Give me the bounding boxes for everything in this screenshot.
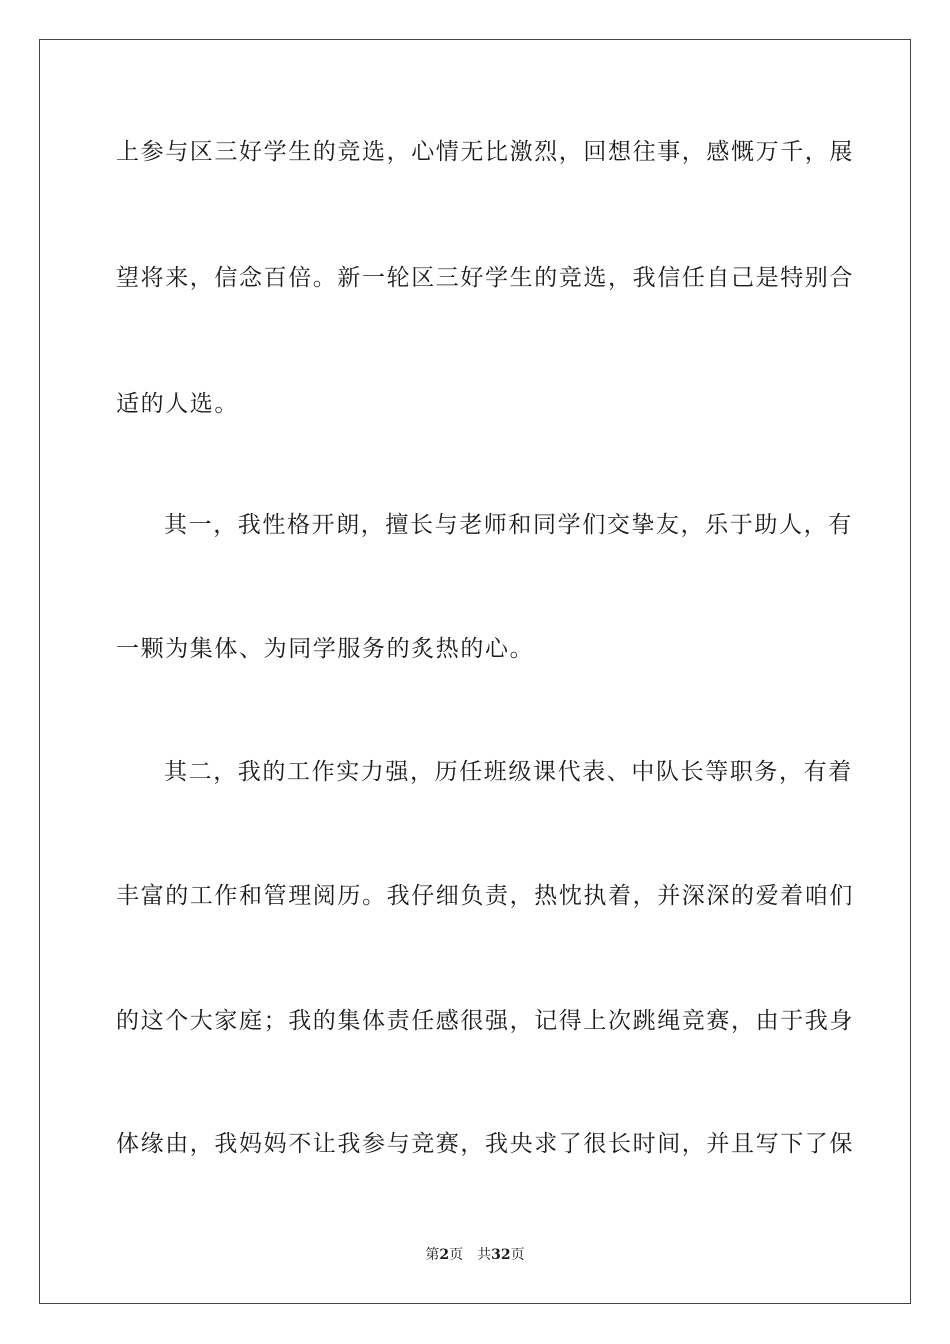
text-line-1: 上参与区三好学生的竞选，心情无比激烈，回想往事，感慨万千，展 xyxy=(116,139,854,165)
text-line-7: 丰富的工作和管理阅历。我仔细负责，热忱执着，并深深的爱着咱们 xyxy=(116,883,854,909)
text-line-4: 其一，我性格开朗，擅长与老师和同学们交挚友，乐于助人，有 xyxy=(164,512,853,538)
text-line-5: 一颗为集体、为同学服务的炙热的心。 xyxy=(116,636,535,662)
text-line-2: 望将来，信念百倍。新一轮区三好学生的竞选，我信任自己是特别合 xyxy=(116,265,854,291)
footer-total-suffix: 页 xyxy=(510,1247,525,1263)
text-line-6: 其二，我的工作实力强，历任班级课代表、中队长等职务，有着 xyxy=(164,759,853,785)
footer-page-prefix: 第 xyxy=(425,1247,440,1263)
text-line-3: 适的人选。 xyxy=(116,391,239,417)
text-line-8: 的这个大家庭；我的集体责任感很强，记得上次跳绳竞赛，由于我身 xyxy=(116,1008,854,1034)
text-line-9: 体缘由，我妈妈不让我参与竞赛，我央求了很长时间，并且写下了保 xyxy=(116,1131,854,1157)
footer-page-number: 2 xyxy=(439,1247,450,1263)
footer-total-pages: 32 xyxy=(491,1247,511,1263)
page-border xyxy=(39,39,911,1304)
page-footer xyxy=(0,1245,950,1265)
footer-page-suffix: 页 xyxy=(449,1247,464,1263)
footer-total-prefix: 共 xyxy=(477,1247,492,1263)
